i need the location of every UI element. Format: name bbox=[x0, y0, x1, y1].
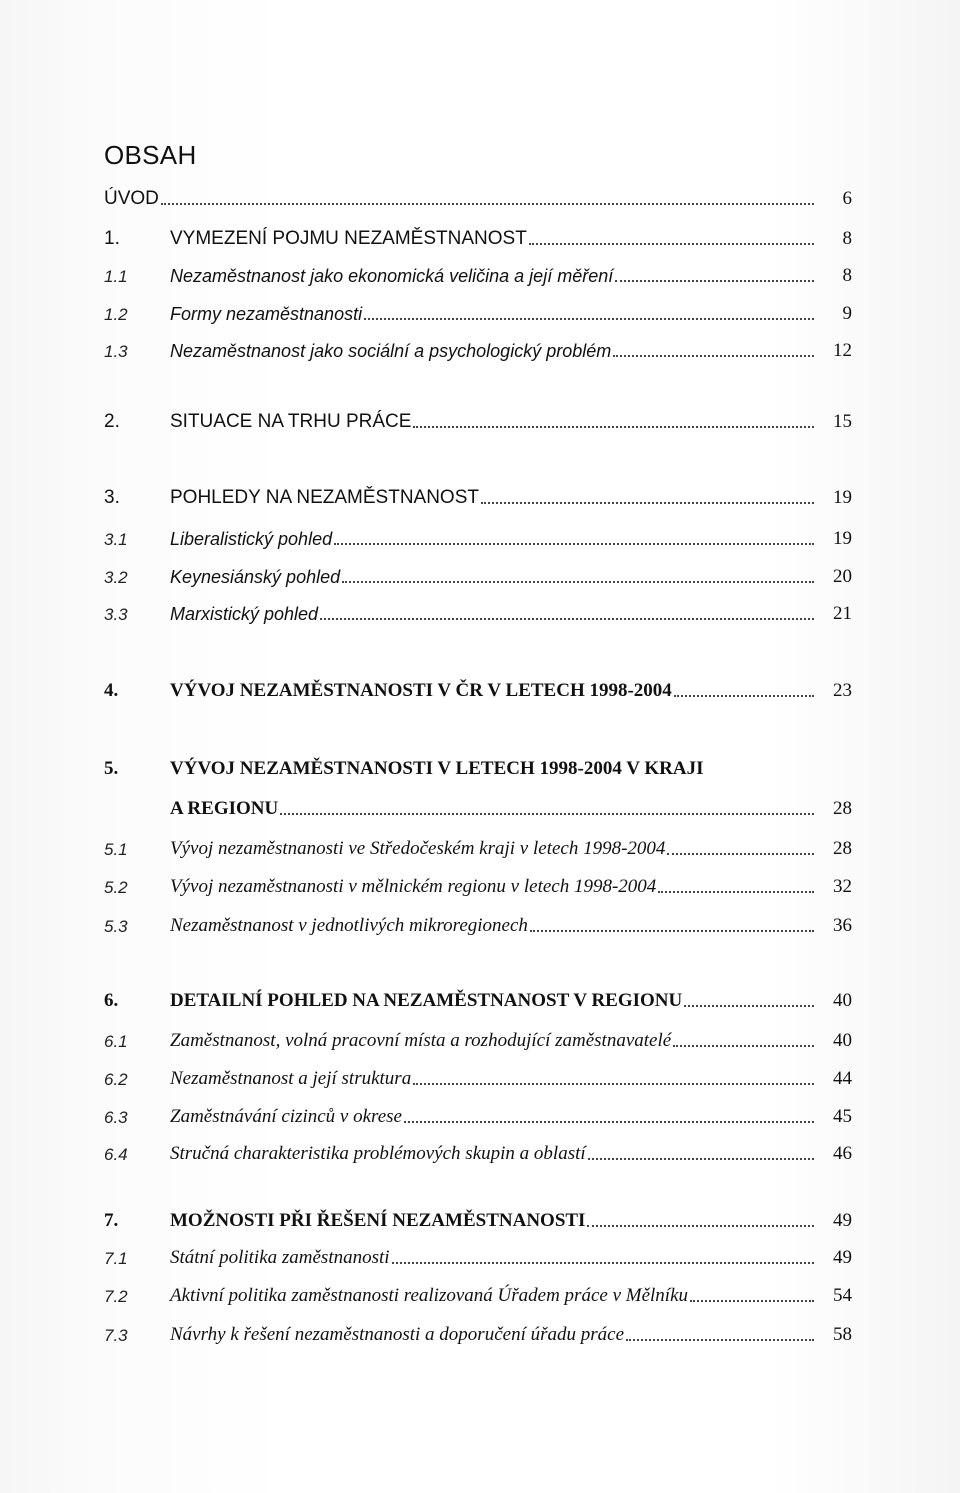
entry-page: 8 bbox=[842, 265, 852, 286]
dot-leader bbox=[404, 1120, 814, 1123]
toc-entry-3-2[interactable] bbox=[104, 560, 852, 588]
toc-entry-3-3[interactable] bbox=[104, 597, 852, 625]
dot-leader bbox=[161, 202, 814, 205]
entry-page: 19 bbox=[833, 487, 852, 508]
entry-page: 54 bbox=[833, 1285, 852, 1306]
entry-page: 44 bbox=[833, 1068, 852, 1089]
entry-number: 2. bbox=[104, 411, 120, 432]
entry-page: 40 bbox=[833, 1030, 852, 1051]
entry-page: 46 bbox=[833, 1143, 852, 1164]
toc-entry-6[interactable] bbox=[104, 984, 852, 1012]
entry-title: Marxistický pohled bbox=[170, 604, 319, 624]
entry-number: 7.1 bbox=[104, 1249, 128, 1268]
toc-entry-7-2[interactable] bbox=[104, 1279, 852, 1307]
entry-number: 5.2 bbox=[104, 878, 128, 897]
entry-title: Liberalistický pohled bbox=[170, 529, 333, 549]
dot-leader bbox=[280, 812, 814, 815]
entry-page: 19 bbox=[833, 528, 852, 549]
dot-leader bbox=[529, 242, 814, 245]
entry-page: 28 bbox=[833, 838, 852, 859]
entry-page: 23 bbox=[833, 680, 852, 701]
toc-entry-2[interactable] bbox=[104, 405, 852, 433]
entry-title: ÚVOD bbox=[104, 188, 159, 209]
dot-leader bbox=[684, 1004, 814, 1007]
toc-entry-3[interactable] bbox=[104, 481, 852, 509]
toc-entry-7[interactable] bbox=[104, 1204, 852, 1232]
entry-title: VYMEZENÍ POJMU NEZAMĚSTNANOST bbox=[170, 228, 527, 249]
entry-title: Státní politika zaměstnanosti bbox=[170, 1247, 390, 1268]
entry-title: POHLEDY NA NEZAMĚSTNANOST bbox=[170, 487, 479, 508]
entry-page: 36 bbox=[833, 915, 852, 936]
entry-title: Vývoj nezaměstnanosti ve Středočeském kraji v letech 1998-2004 bbox=[170, 838, 666, 859]
dot-leader bbox=[334, 542, 814, 545]
toc-entry-7-3[interactable] bbox=[104, 1318, 852, 1346]
entry-title: Zaměstnanost, volná pracovní místa a rozhodující zaměstnavatelé bbox=[170, 1030, 672, 1051]
entry-number: 7.2 bbox=[104, 1287, 128, 1306]
entry-number: 4. bbox=[104, 680, 119, 701]
entry-title: A REGIONU bbox=[170, 798, 279, 819]
entry-page: 12 bbox=[833, 340, 852, 361]
entry-number: 6.1 bbox=[104, 1032, 128, 1051]
toc-entry-6-3[interactable] bbox=[104, 1100, 852, 1128]
entry-title: SITUACE NA TRHU PRÁCE bbox=[170, 411, 412, 432]
entry-number: 7.3 bbox=[104, 1326, 128, 1345]
toc-entry-6-2[interactable] bbox=[104, 1062, 852, 1090]
toc-entry-1-2[interactable] bbox=[104, 297, 852, 325]
entry-number: 5.3 bbox=[104, 917, 128, 936]
entry-number: 3. bbox=[104, 487, 120, 508]
toc-entry-6-1[interactable] bbox=[104, 1024, 852, 1052]
entry-number: 7. bbox=[104, 1210, 119, 1231]
entry-title: Aktivní politika zaměstnanosti realizovaná Úřadem práce v Mělníku bbox=[170, 1285, 689, 1306]
dot-leader bbox=[392, 1261, 814, 1264]
entry-page: 45 bbox=[833, 1106, 852, 1127]
entry-title: Návrhy k řešení nezaměstnanosti a doporučení úřadu práce bbox=[170, 1324, 625, 1345]
entry-title: MOŽNOSTI PŘI ŘEŠENÍ NEZAMĚSTNANOSTI bbox=[170, 1210, 586, 1231]
dot-leader bbox=[587, 1224, 814, 1227]
entry-page: 15 bbox=[833, 411, 852, 432]
entry-page: 49 bbox=[833, 1247, 852, 1268]
toc-entry-5-3[interactable] bbox=[104, 909, 852, 937]
entry-number: 1.1 bbox=[104, 267, 128, 286]
entry-page: 21 bbox=[833, 603, 852, 624]
entry-title: Stručná charakteristika problémových skupin a oblastí bbox=[170, 1143, 586, 1164]
entry-page: 9 bbox=[842, 303, 852, 324]
entry-number: 1.3 bbox=[104, 342, 128, 361]
dot-leader bbox=[674, 694, 814, 697]
dot-leader bbox=[673, 1044, 814, 1047]
toc-entry-1-3[interactable] bbox=[104, 334, 852, 362]
entry-title: VÝVOJ NEZAMĚSTNANOSTI V LETECH 1998-2004 V KRAJI bbox=[170, 758, 704, 779]
toc-entry-5-1[interactable] bbox=[104, 832, 852, 860]
entry-number: 6. bbox=[104, 990, 119, 1011]
entry-title: Formy nezaměstnanosti bbox=[170, 304, 363, 324]
entry-number: 1.2 bbox=[104, 305, 128, 324]
entry-page: 6 bbox=[842, 188, 852, 209]
toc-heading: OBSAH bbox=[104, 140, 197, 170]
entry-page: 8 bbox=[842, 228, 852, 249]
dot-leader bbox=[658, 890, 814, 893]
entry-number: 6.2 bbox=[104, 1070, 128, 1089]
toc-entry-uvod[interactable] bbox=[104, 182, 852, 210]
dot-leader bbox=[626, 1338, 814, 1341]
entry-page: 40 bbox=[833, 990, 852, 1011]
toc-entry-3-1[interactable] bbox=[104, 522, 852, 550]
entry-page: 49 bbox=[833, 1210, 852, 1231]
dot-leader bbox=[667, 852, 814, 855]
entry-number: 3.2 bbox=[104, 568, 128, 587]
entry-number: 5. bbox=[104, 758, 119, 779]
dot-leader bbox=[615, 279, 814, 282]
entry-title: DETAILNÍ POHLED NA NEZAMĚSTNANOST V REGIONU bbox=[170, 990, 683, 1011]
dot-leader bbox=[613, 354, 814, 357]
toc-entry-5[interactable] bbox=[104, 752, 852, 780]
entry-page: 58 bbox=[833, 1324, 852, 1345]
dot-leader bbox=[481, 501, 814, 504]
dot-leader bbox=[690, 1299, 814, 1302]
toc-entry-6-4[interactable] bbox=[104, 1137, 852, 1165]
entry-number: 3.3 bbox=[104, 605, 128, 624]
toc-entry-1[interactable] bbox=[104, 222, 852, 250]
dot-leader bbox=[364, 317, 814, 320]
entry-number: 5.1 bbox=[104, 840, 128, 859]
dot-leader bbox=[320, 617, 814, 620]
toc-entry-1-1[interactable] bbox=[104, 259, 852, 287]
entry-number: 3.1 bbox=[104, 530, 128, 549]
entry-page: 32 bbox=[833, 876, 852, 897]
entry-number: 1. bbox=[104, 228, 120, 249]
entry-title: Nezaměstnanost jako sociální a psychologický problém bbox=[170, 341, 612, 361]
entry-page: 28 bbox=[833, 798, 852, 819]
entry-number: 6.3 bbox=[104, 1108, 128, 1127]
entry-title: Nezaměstnanost jako ekonomická veličina a její měření bbox=[170, 266, 614, 286]
entry-title: VÝVOJ NEZAMĚSTNANOSTI V ČR V LETECH 1998-2004 bbox=[170, 680, 672, 701]
toc-entry-5-continued[interactable] bbox=[104, 792, 852, 820]
entry-page: 20 bbox=[833, 566, 852, 587]
dot-leader bbox=[413, 1082, 814, 1085]
dot-leader bbox=[530, 929, 814, 932]
dot-leader bbox=[588, 1157, 814, 1160]
entry-number: 6.4 bbox=[104, 1145, 128, 1164]
entry-title: Keynesiánský pohled bbox=[170, 567, 341, 587]
entry-title: Nezaměstnanost a její struktura bbox=[170, 1068, 412, 1089]
entry-title: Zaměstnávání cizinců v okrese bbox=[170, 1106, 402, 1127]
dot-leader bbox=[413, 425, 814, 428]
toc-entry-4[interactable] bbox=[104, 674, 852, 702]
dot-leader bbox=[342, 580, 814, 583]
toc-entry-5-2[interactable] bbox=[104, 870, 852, 898]
entry-title: Vývoj nezaměstnanosti v mělnickém regionu v letech 1998-2004 bbox=[170, 876, 657, 897]
entry-title: Nezaměstnanost v jednotlivých mikroregionech bbox=[170, 915, 528, 936]
toc-entry-7-1[interactable] bbox=[104, 1241, 852, 1269]
